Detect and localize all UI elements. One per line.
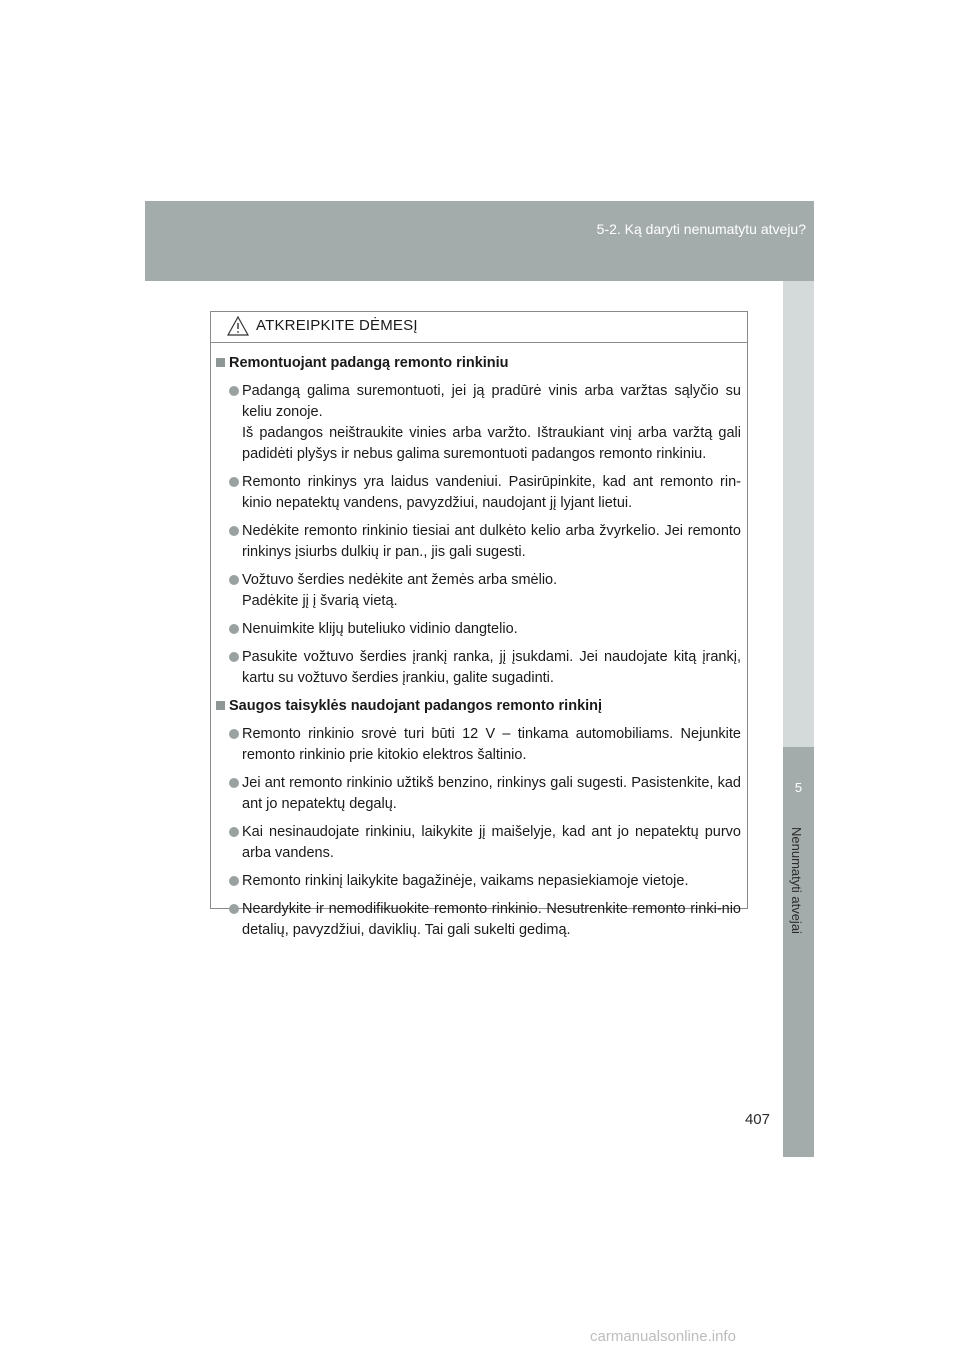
bullet-text: Remonto rinkinį laikykite bagažinėje, vaikams nepasiekiamoje vietoje. [242, 873, 689, 889]
warning-triangle-icon [227, 316, 249, 336]
bullet-item [216, 381, 741, 465]
circle-bullet-icon [229, 575, 239, 585]
chapter-tab [783, 747, 814, 1157]
section-title-text: Remontuojant padangą remonto rinkiniu [229, 355, 509, 371]
bullet-item [216, 822, 741, 864]
bullet-text: Neardykite ir nemodifikuokite remonto rinkinio. Nesutrenkite remonto rinki-nio detalių, pavyzdžiui, daviklių. Tai gali sukelti gedimą. [242, 901, 741, 938]
circle-bullet-icon [229, 904, 239, 914]
bullet-text: Vožtuvo šerdies nedėkite ant žemės arba smėlio. [242, 572, 558, 588]
watermark: carmanualsonline.info [590, 1328, 736, 1345]
warning-title: ATKREIPKITE DĖMESĮ [256, 317, 418, 334]
bullet-item [216, 773, 741, 815]
chapter-number: 5 [794, 780, 803, 795]
warning-box [210, 311, 748, 938]
circle-bullet-icon [229, 386, 239, 396]
bullet-item [216, 521, 741, 563]
bullet-item [216, 472, 741, 514]
section-title [216, 696, 741, 717]
circle-bullet-icon [229, 827, 239, 837]
circle-bullet-icon [229, 526, 239, 536]
square-bullet-icon [216, 358, 225, 367]
section-header-title: 5-2. Ką daryti nenumatytu atveju? [596, 221, 806, 237]
bullet-item [216, 899, 741, 941]
bullet-text: Nenuimkite klijų buteliuko vidinio dangtelio. [242, 621, 518, 637]
bullet-text: Pasukite vožtuvo šerdies įrankį ranka, jį įsukdami. Jei naudojate kitą įrankį, kartu su vožtuvo šerdies įrankiu, galite sugadinti. [242, 649, 741, 686]
bullet-item [216, 724, 741, 766]
chapter-label: Nenumatyti atvejai [789, 827, 804, 934]
bullet-item [216, 570, 741, 612]
bullet-text: Remonto rinkinio srovė turi būti 12 V – tinkama automobiliams. Nejunkite remonto rinkinio prie kitokio elektros šaltinio. [242, 726, 741, 763]
bullet-text: Nedėkite remonto rinkinio tiesiai ant dulkėto kelio arba žvyrkelio. Jei remonto rinkinys įsiurbs dulkių ir pan., jis gali sugesti. [242, 523, 741, 560]
bullet-text: Remonto rinkinys yra laidus vandeniui. Pasirūpinkite, kad ant remonto rin-kinio nepatektų vandens, pavyzdžiui, naudojant jį lyjant lietui. [242, 474, 741, 511]
warning-header [211, 312, 747, 343]
bullet-text: Jei ant remonto rinkinio užtikš benzino, rinkinys gali sugesti. Pasistenkite, kad ant jo nepatektų degalų. [242, 775, 741, 812]
bullet-item [216, 647, 741, 689]
circle-bullet-icon [229, 652, 239, 662]
bullet-item [216, 871, 741, 892]
circle-bullet-icon [229, 876, 239, 886]
circle-bullet-icon [229, 729, 239, 739]
header-band [145, 201, 814, 281]
section-title [216, 353, 741, 374]
warning-body [211, 343, 747, 941]
circle-bullet-icon [229, 624, 239, 634]
square-bullet-icon [216, 701, 225, 710]
bullet-text: Kai nesinaudojate rinkiniu, laikykite jį maišelyje, kad ant jo nepatektų purvo arba vandens. [242, 824, 741, 861]
bullet-text: Padangą galima suremontuoti, jei ją pradūrė vinis arba varžtas sąlyčio su keliu zonoje. [242, 383, 741, 420]
bullet-text: Padėkite jį į švarią vietą. [242, 593, 398, 609]
section-title-text: Saugos taisyklės naudojant padangos remonto rinkinį [229, 698, 603, 714]
bullet-item [216, 619, 741, 640]
bullet-text: Iš padangos neištraukite vinies arba varžto. Ištraukiant vinį arba varžtą gali padidėti plyšys ir nebus galima suremontuoti padangos remonto rinkiniu. [242, 425, 741, 462]
circle-bullet-icon [229, 477, 239, 487]
circle-bullet-icon [229, 778, 239, 788]
page-number: 407 [744, 1111, 770, 1128]
